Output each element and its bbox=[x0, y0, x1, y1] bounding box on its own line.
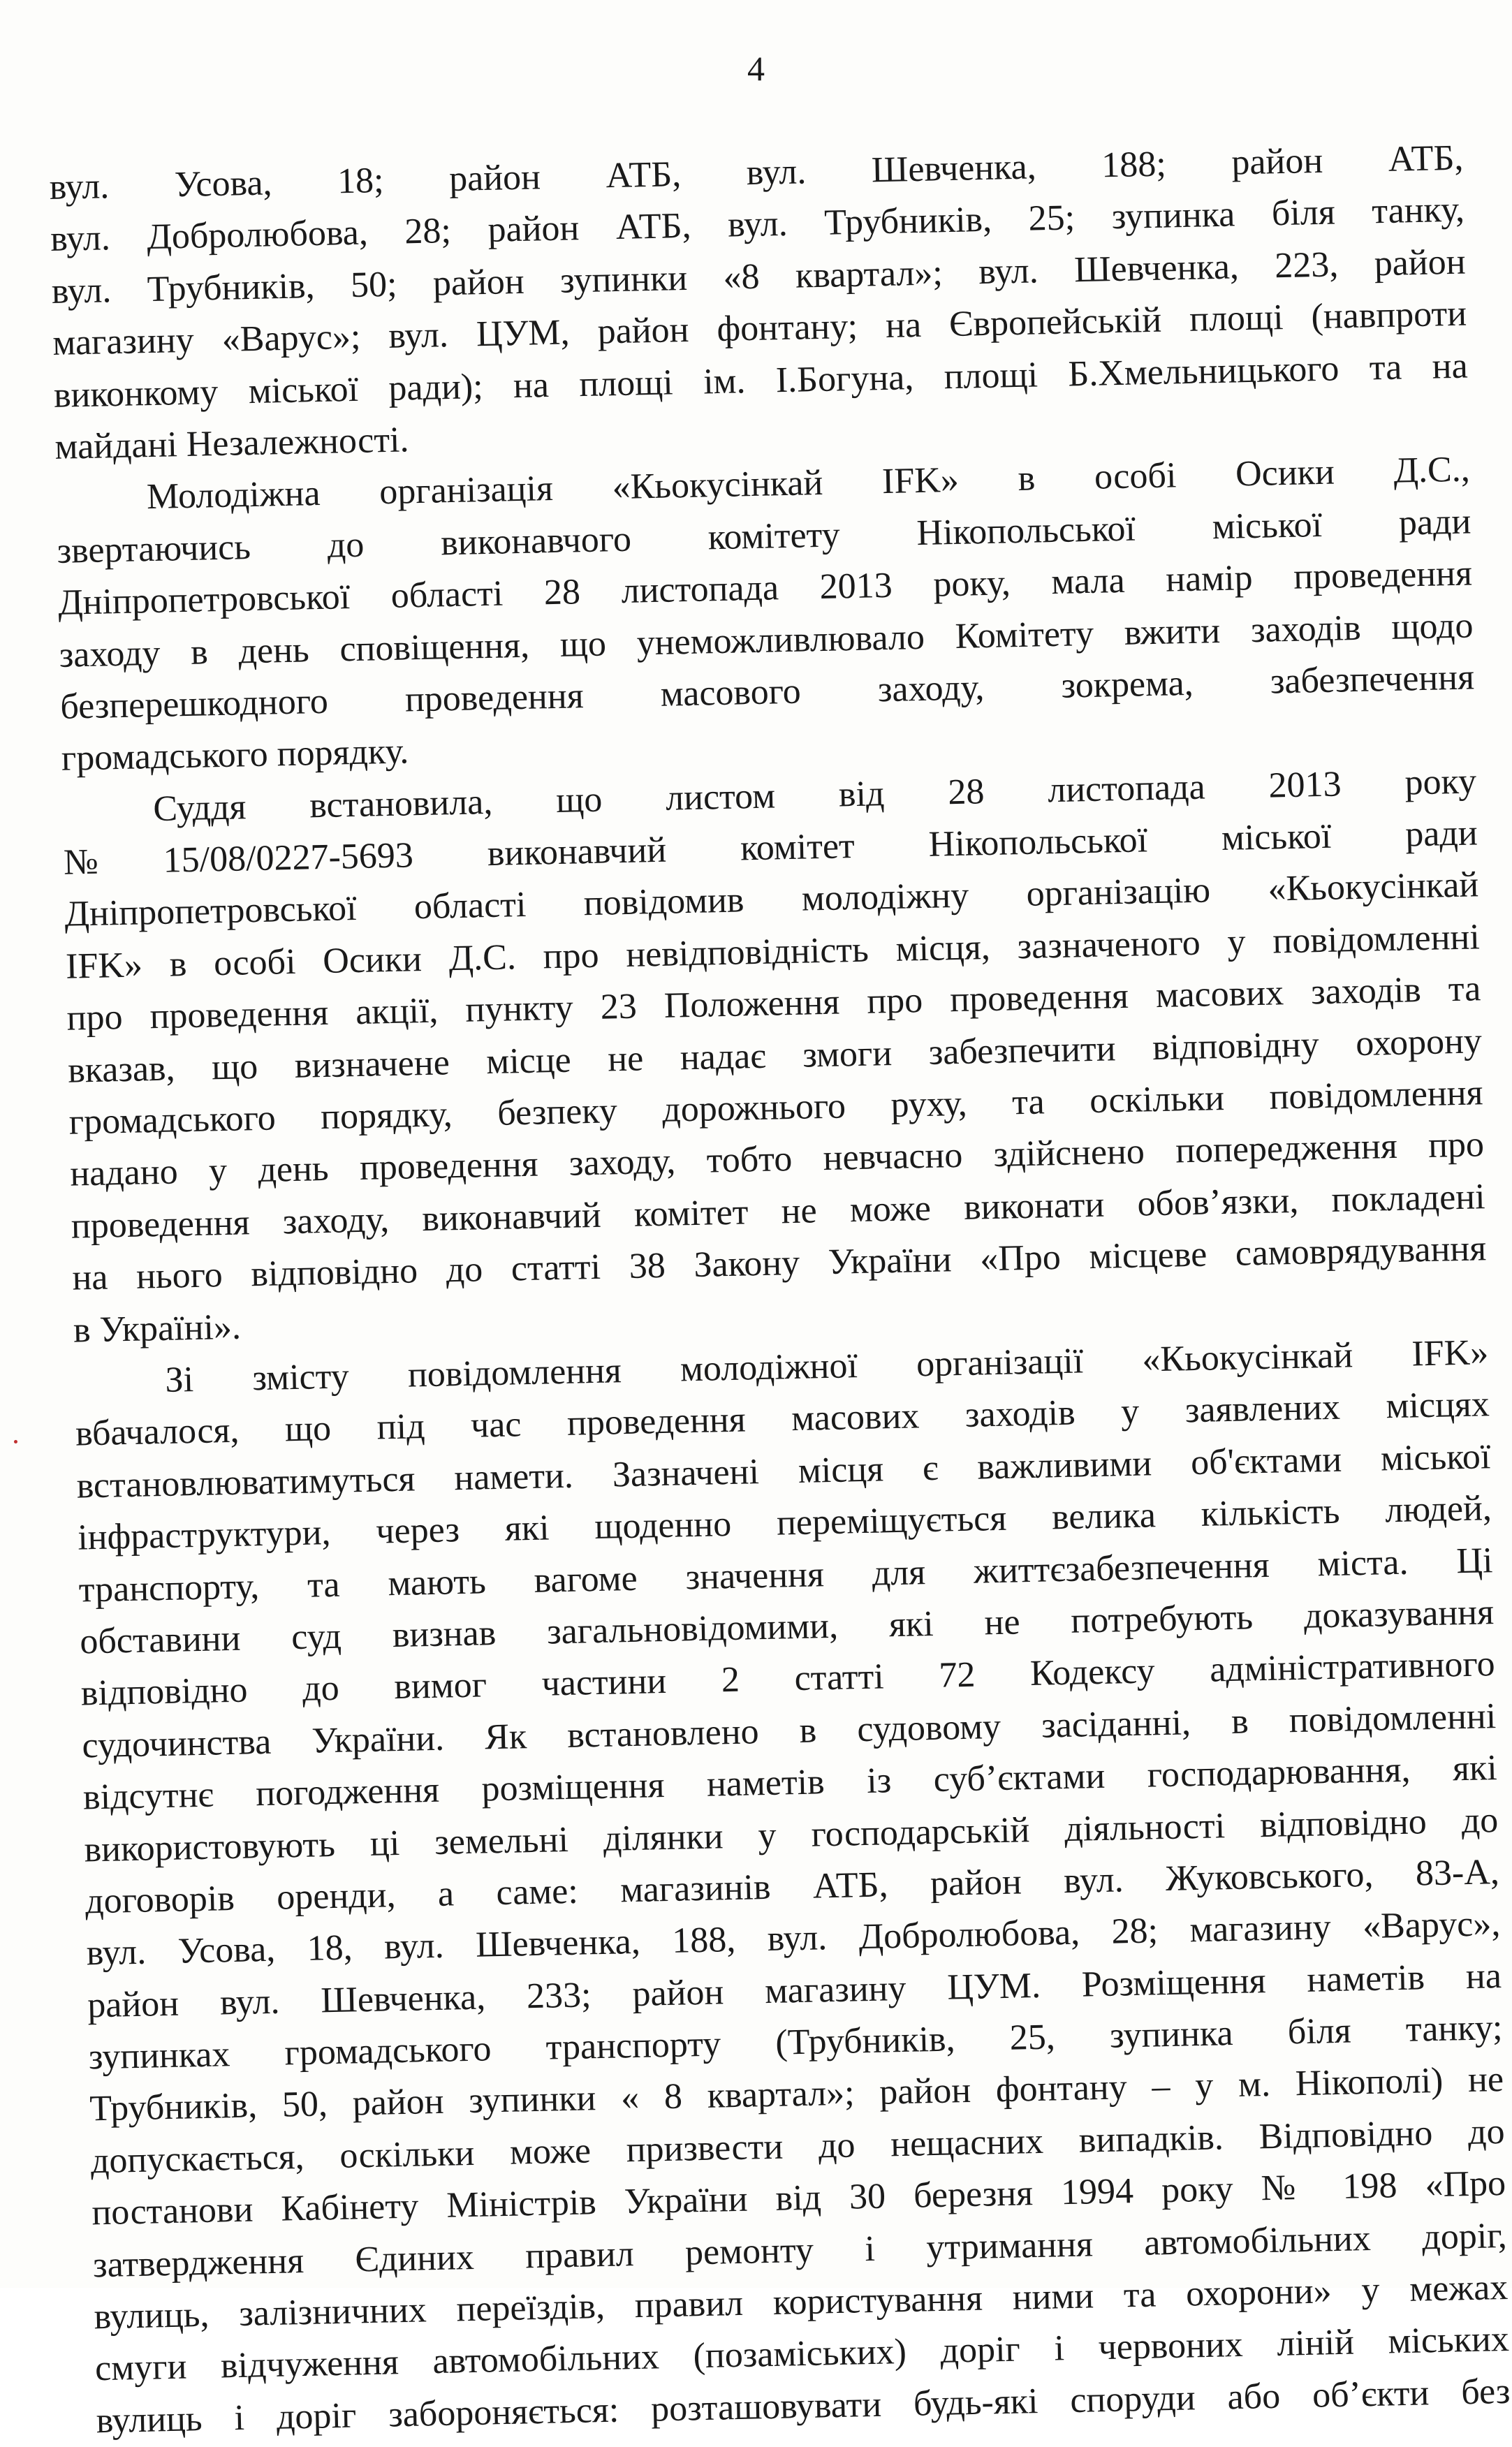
text-line: смуги відчуження автомобільних (позаміських) доріг і червоних ліній міських bbox=[94, 2319, 1510, 2389]
text-line: район вул. Шевченка, 233; район магазину ЦУМ. Розміщення наметів на bbox=[87, 1955, 1502, 2026]
text-line: використовують ці земельні ділянки у господарській діяльності відповідно до bbox=[84, 1800, 1499, 1869]
text-line: вулиць, залізничних переїздів, правил користування ними та охорони» у межах bbox=[94, 2267, 1509, 2337]
text-line: Дніпропетровської області повідомив молодіжну організацію «Кьокусінкай bbox=[64, 865, 1479, 935]
text-line: в Україні». bbox=[73, 1307, 242, 1351]
document-body bbox=[49, 133, 1511, 2447]
text-line: транспорту, та мають вагоме значення для життєзабезпечення міста. Ці bbox=[78, 1540, 1493, 1610]
text-line: відсутнє погодження розміщення наметів із суб’єктами господарювання, які bbox=[82, 1748, 1498, 1818]
text-line: надано у день проведення заходу, тобто невчасно здійснено попередження про bbox=[69, 1124, 1485, 1195]
text-line: договорів оренди, а саме: магазинів АТБ, район вул. Жуковського, 83-А, bbox=[85, 1851, 1500, 1922]
ink-speck bbox=[14, 1440, 17, 1443]
text-line: вбачалося, що під час проведення масових заходів у заявлених місцях bbox=[75, 1384, 1490, 1454]
text-line: обставини суд визнав загальновідомими, які не потребують доказування bbox=[79, 1592, 1495, 1662]
text-line: вул. Усова, 18; район АТБ, вул. Шевченка, 188; район АТБ, bbox=[49, 138, 1464, 207]
text-line: виконкому міської ради); на площі ім. І.Богуна, площі Б.Хмельницького та на bbox=[53, 346, 1469, 416]
text-line: Молодіжна організація «Кьокусінкай IFK» в особі Осики Д.С., bbox=[146, 449, 1471, 517]
text-line: майдані Незалежності. bbox=[54, 420, 409, 467]
text-line: судочинства України. Як встановлено в судовому засіданні, в повідомленні bbox=[81, 1696, 1497, 1766]
text-line: магазину «Варус»; вул. ЦУМ, район фонтану; на Європейській площі (навпроти bbox=[52, 293, 1467, 364]
text-line: вказав, що визначене місце не надає змоги забезпечити відповідну охорону bbox=[67, 1020, 1483, 1091]
page-number: 4 bbox=[747, 49, 765, 88]
text-line: безперешкодного проведення масового заходу, зокрема, забезпечення bbox=[59, 657, 1475, 727]
text-line: вул. Трубників, 50; район зупинки «8 квартал»; вул. Шевченка, 223, район bbox=[51, 242, 1467, 311]
text-line: допускається, оскільки може призвести до нещасних випадків. Відповідно до bbox=[90, 2111, 1506, 2182]
text-line: встановлюватимуться намети. Зазначені місця є важливими об'єктами міської bbox=[76, 1436, 1491, 1506]
text-line: проведення заходу, виконавчий комітет не може виконати обов’язки, покладені bbox=[71, 1177, 1486, 1247]
text-line: інфраструктури, через які щоденно переміщується велика кількість людей, bbox=[77, 1488, 1492, 1558]
text-line: зупинках громадського транспорту (Трубників, 25, зупинка біля танку; bbox=[88, 2008, 1504, 2078]
text-line: вул. Добролюбова, 28; район АТБ, вул. Трубників, 25; зупинка біля танку, bbox=[50, 189, 1465, 260]
text-line: звертаючись до виконавчого комітету Нікопольської міської ради bbox=[57, 501, 1471, 571]
text-line: постанови Кабінету Міністрів України від 30 березня 1994 року № 198 «Про bbox=[91, 2163, 1506, 2233]
text-line: вулиць і доріг забороняється: розташовувати будь-які споруди або об’єкти без bbox=[96, 2371, 1511, 2441]
text-line: громадського порядку, безпеку дорожнього руху, та оскільки повідомлення bbox=[68, 1073, 1483, 1142]
text-line: затвердження Єдиних правил ремонту і утримання автомобільних доріг, bbox=[92, 2215, 1508, 2285]
text-line: Зі змісту повідомлення молодіжної організації «Кьокусінкай IFK» bbox=[164, 1332, 1489, 1400]
text-line: №15/08/0227-5693 виконавчий комітет Нікопольської міської ради bbox=[63, 813, 1478, 883]
text-line: про проведення акції, пункту 23 Положення про проведення масових заходів та bbox=[66, 969, 1481, 1038]
text-line: заходу в день сповіщення, що унеможливлювало Комітету вжити заходів щодо bbox=[59, 605, 1474, 675]
text-line: IFK» в особі Осики Д.С. про невідповідність місця, зазначеного у повідомленні bbox=[65, 917, 1481, 987]
text-line: вул. Усова, 18, вул. Шевченка, 188, вул. Добролюбова, 28; магазину «Варус», bbox=[86, 1904, 1501, 1974]
text-line: Дніпропетровської області 28 листопада 2013 року, мала намір проведення bbox=[57, 553, 1473, 623]
text-line: відповідно до вимог частини 2 статті 72 Кодексу адміністративного bbox=[80, 1644, 1496, 1714]
text-line: Суддя встановила, що листом від 28 листопада 2013 року bbox=[152, 761, 1477, 829]
text-line: Трубників, 50, район зупинки « 8 квартал»; район фонтану – у м. Нікополі) не bbox=[89, 2059, 1504, 2129]
text-line: на нього відповідно до статті 38 Закону України «Про місцеве самоврядування bbox=[71, 1228, 1487, 1298]
text-line: громадського порядку. bbox=[61, 731, 409, 779]
